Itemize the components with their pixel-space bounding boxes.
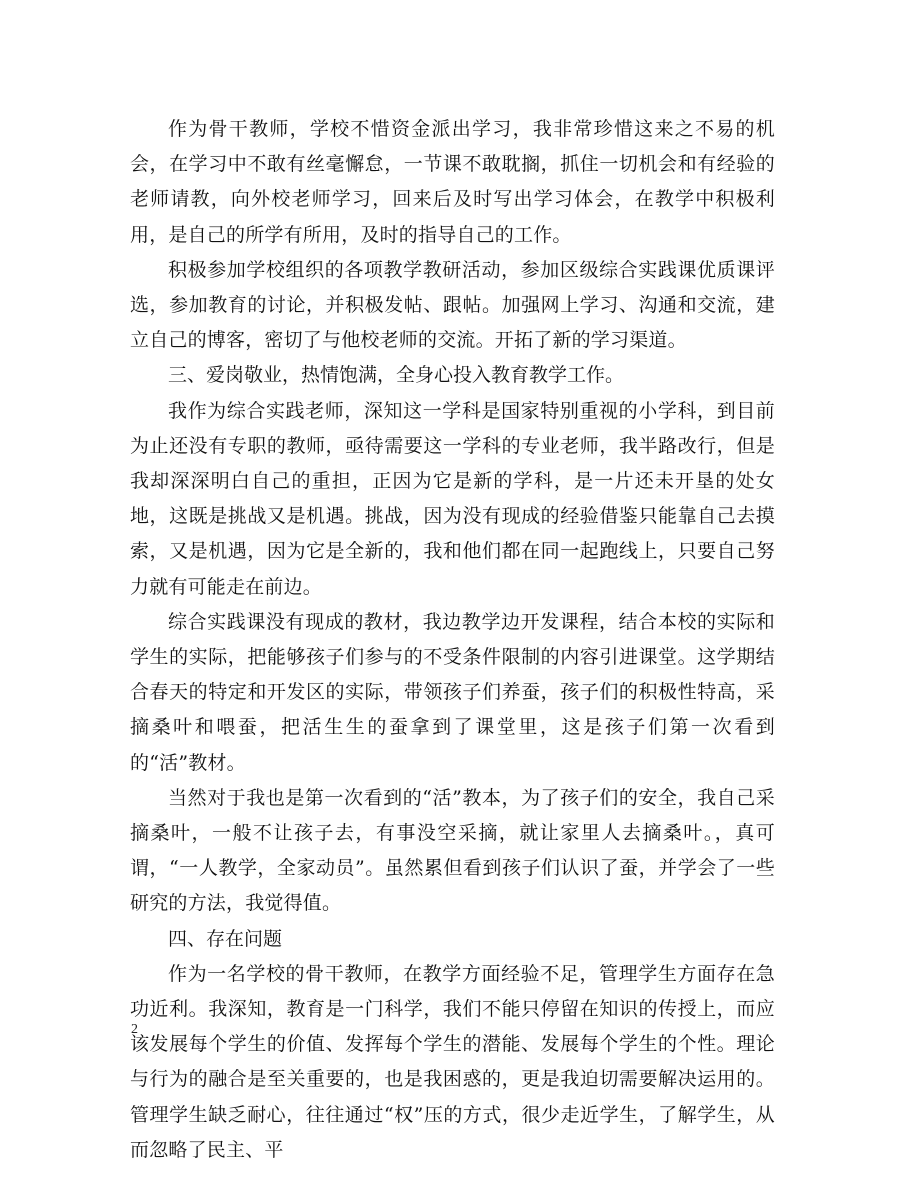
document-body: [130, 112, 775, 1168]
page-number: 2: [131, 1022, 138, 1037]
paragraph-curriculum-development: 综合实践课没有现成的教材，我边教学边开发课程，结合本校的实际和学生的实际，把能够孩子们参与的不受条件限制的内容引进课堂。这学期结合春天的特定和开发区的实际，带领孩子们养蚕，孩子们的积极性特高，采摘桑叶和喂蚕，把活生生的蚕拿到了课堂里，这是孩子们第一次看到的“活”教材。: [130, 610, 775, 774]
paragraph-practice-teacher: 我作为综合实践老师，深知这一学科是国家特别重视的小学科，到目前为止还没有专职的教师，亟待需要这一学科的专业老师，我半路改行，但是我却深深明白自己的重担，正因为它是新的学科，是一片还未开垦的处女地，这既是挑战又是机遇。挑战，因为没有现成的经验借鉴只能靠自己去摸索，又是机遇，因为它是全新的，我和他们都在同一起跑线上，只要自己努力就有可能走在前边。: [130, 399, 775, 598]
paragraph-teaching-research: 积极参加学校组织的各项教学教研活动，参加区级综合实践课优质课评选，参加教育的讨论，并积极发帖、跟帖。加强网上学习、沟通和交流，建立自己的博客，密切了与他校老师的交流。开拓了新的学习渠道。: [130, 258, 775, 352]
section-heading-dedication: 三、爱岗敬业，热情饱满，全身心投入教育教学工作。: [168, 364, 625, 387]
paragraph-silkworm-teaching: 当然对于我也是第一次看到的“活”教本，为了孩子们的安全，我自己采摘桑叶，一般不让孩子去，有事没空采摘，就让家里人去摘桑叶。，真可谓，“一人教学，全家动员”。虽然累但看到孩子们认识了蚕，并学会了一些研究的方法，我觉得值。: [130, 786, 775, 915]
paragraph-existing-problems: 作为一名学校的骨干教师，在教学方面经验不足，管理学生方面存在急功近利。我深知，教育是一门科学，我们不能只停留在知识的传授上，而应该发展每个学生的价值、发挥每个学生的潜能、发展每个学生的个性。理论与行为的融合是至关重要的，也是我困惑的，更是我迫切需要解决运用的。管理学生缺乏耐心，往往通过“权”压的方式，很少走近学生，了解学生，从而忽略了民主、平: [130, 962, 775, 1161]
paragraph-study-opportunity: 作为骨干教师，学校不惜资金派出学习，我非常珍惜这来之不易的机会，在学习中不敢有丝毫懈怠，一节课不敢耽搁，抓住一切机会和有经验的老师请教，向外校老师学习，回来后及时写出学习体会，在教学中积极利用，是自己的所学有所用，及时的指导自己的工作。: [130, 118, 775, 246]
section-heading-problems: 四、存在问题: [168, 927, 283, 950]
